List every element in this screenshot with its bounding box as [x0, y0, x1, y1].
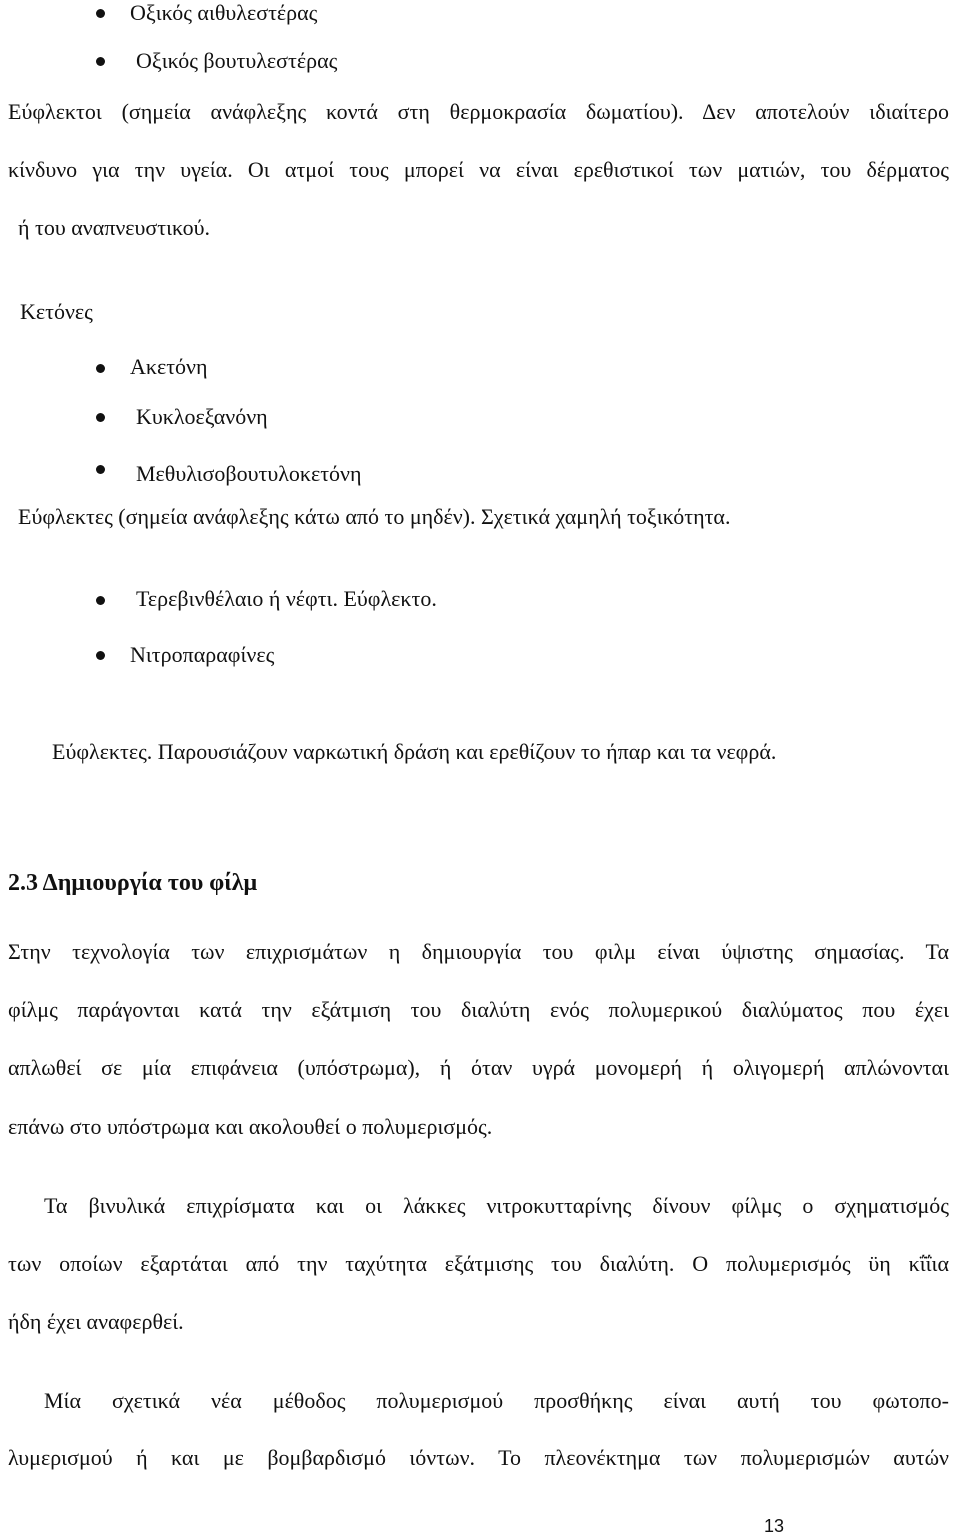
- bullet: [96, 596, 105, 605]
- paragraph-line: απλωθεί σε μία επιφάνεια (υπόστρωμα), ή όταν υγρά μονομερή ή ολιγομερή απλώνονται: [8, 1055, 949, 1080]
- paragraph-line: κίνδυνο για την υγεία. Οι ατμοί τους μπορεί να είναι ερεθιστικοί των ματιών, του δέρματος: [8, 157, 949, 182]
- page-number: 13: [764, 1516, 785, 1536]
- paragraph-line: Τα βινυλικά επιχρίσματα και οι λάκκες νιτροκυτταρίνης δίνουν φίλμς ο σχηματισμός: [44, 1193, 949, 1218]
- bullet: [96, 413, 105, 422]
- list-item: Μεθυλισοβουτυλοκετόνη: [136, 461, 362, 486]
- paragraph-line: Μία σχετικά νέα μέθοδος πολυμερισμού προσθήκης είναι αυτή του φωτοπο-: [44, 1388, 949, 1413]
- bullet: [96, 651, 105, 660]
- section-heading: 2.3 Δημιουργία του φίλμ: [8, 870, 258, 896]
- list-item: Οξικός βουτυλεστέρας: [136, 48, 338, 73]
- paragraph-line: επάνω στο υπόστρωμα και ακολουθεί ο πολυμερισμός.: [8, 1114, 493, 1139]
- list-item: Νιτροπαραφίνες: [130, 642, 275, 667]
- list-item: Κυκλοεξανόνη: [136, 404, 268, 429]
- ketones-heading: Κετόνες: [20, 299, 93, 324]
- paragraph-line: Εύφλεκτες. Παρουσιάζουν ναρκωτική δράση και ερεθίζουν το ήπαρ και τα νεφρά.: [52, 739, 777, 764]
- bullet: [96, 465, 105, 474]
- paragraph-line: Εύφλεκτες (σημεία ανάφλεξης κάτω από το μηδέν). Σχετικά χαμηλή τοξικότητα.: [18, 504, 731, 529]
- paragraph-line: των οποίων εξαρτάται από την ταχύτητα εξάτμισης του διαλύτη. Ο πολυμερισμός ϋη κΐΐια: [8, 1251, 949, 1276]
- paragraph-line: Εύφλεκτοι (σημεία ανάφλεξης κοντά στη θερμοκρασία δωματίου). Δεν αποτελούν ιδιαίτερο: [8, 99, 949, 124]
- list-item: Οξικός αιθυλεστέρας: [130, 0, 318, 25]
- paragraph-line: ή του αναπνευστικού.: [18, 215, 211, 240]
- list-item: Ακετόνη: [130, 354, 208, 379]
- bullet: [96, 57, 105, 66]
- paragraph-line: ήδη έχει αναφερθεί.: [8, 1309, 184, 1334]
- bullet: [96, 364, 105, 373]
- paragraph-line: λυμερισμού ή και με βομβαρδισμό ιόντων. Το πλεονέκτημα των πολυμερισμών αυτών: [8, 1445, 949, 1470]
- paragraph-line: Στην τεχνολογία των επιχρισμάτων η δημιουργία του φιλμ είναι ύψιστης σημασίας. Τα: [8, 939, 949, 964]
- bullet: [96, 9, 105, 18]
- paragraph-line: φίλμς παράγονται κατά την εξάτμιση του διαλύτη ενός πολυμερικού διαλύματος που έχει: [8, 997, 949, 1022]
- list-item: Τερεβινθέλαιο ή νέφτι. Εύφλεκτο.: [136, 586, 437, 611]
